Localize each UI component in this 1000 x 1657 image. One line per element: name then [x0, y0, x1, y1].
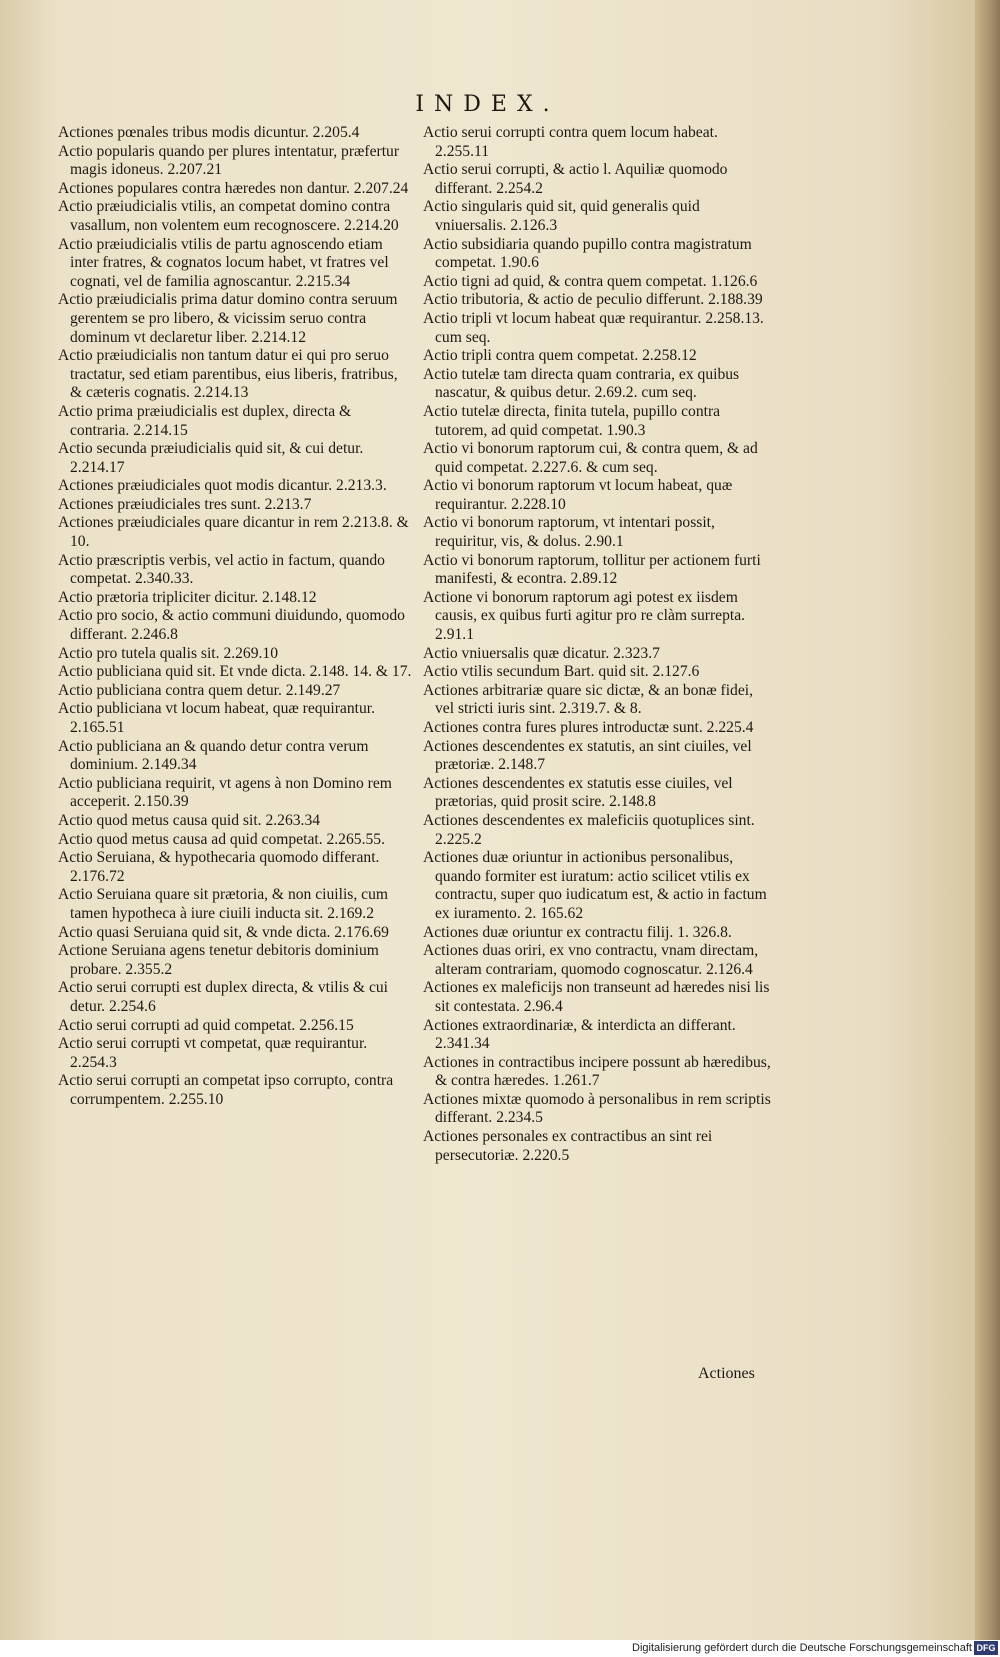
index-entry: Actio serui corrupti est duplex directa, & vtilis & cui detur. 2.254.6 [58, 979, 388, 1015]
index-entry: Actio popularis quando per plures intentatur, præfertur magis idoneus. 2.207.21 [58, 142, 400, 179]
index-entry: Actiones in contractibus incipere possunt ab hæredibus, & contra hæredes. 1.261.7 [423, 1053, 771, 1090]
dfg-logo-icon: DFG [974, 1641, 998, 1655]
index-entry: Actio tigni ad quid, & contra quem competat. 1.126.6 [423, 272, 758, 290]
index-entry: Actio pro tutela qualis sit. 2.269.10 [58, 644, 279, 662]
index-entry: Actio publiciana an & quando detur contra verum dominium. 2.149.34 [58, 737, 369, 774]
index-entry: Actiones præiudiciales quare dicantur in rem 2.213.8. & 10. [58, 514, 409, 551]
index-entry: Actio serui corrupti an competat ipso corrupto, contra corrumpentem. 2.255.10 [58, 1072, 394, 1108]
index-entry: Actio vi bonorum raptorum, vt intentari possit, requiritur, vis, & dolus. 2.90.1 [423, 514, 715, 551]
index-entry: Actio tutelæ tam directa quam contraria, ex quibus nascatur, & quibus detur. 2.69.2. cum seq. [423, 365, 740, 402]
index-entry: Actio singularis quid sit, quid generalis quid vniuersalis. 2.126.3 [423, 198, 700, 234]
index-entry: Actiones duæ oriuntur ex contractu filij. 1. 326.8. [423, 923, 732, 941]
index-entry: Actiones descendentes ex statutis, an sint ciuiles, vel prætoriæ. 2.148.7 [423, 737, 752, 774]
footer-text: Digitalisierung gefördert durch die Deutsche Forschungsgemeinschaft [632, 1642, 972, 1654]
index-entry: Actiones mixtæ quomodo à personalibus in rem scriptis differant. 2.234.5 [423, 1090, 771, 1127]
index-entry: Actio vi bonorum raptorum vt locum habeat, quæ requirantur. 2.228.10 [423, 477, 733, 513]
index-entry: Actio quod metus causa ad quid competat. 2.265.55. [58, 830, 385, 848]
index-entry: Actio tripli contra quem competat. 2.258.12 [423, 347, 697, 365]
right-index-column [423, 124, 775, 1165]
index-entry: Actiones descendentes ex maleficiis quotuplices sint. 2.225.2 [423, 811, 755, 848]
index-entry: Actio præiudicialis prima datur domino contra seruum gerentem se pro libero, & vicissim seruo contra dominum vt declaretur liber. 2.214.12 [58, 291, 398, 346]
index-entry: Actiones extraordinariæ, & interdicta an differant. 2.341.34 [423, 1016, 736, 1053]
catchword: Actiones [698, 1365, 755, 1382]
index-entry: Actio vniuersalis quæ dicatur. 2.323.7 [423, 644, 660, 662]
index-entry: Actio quasi Seruiana quid sit, & vnde dicta. 2.176.69 [58, 923, 389, 941]
index-entry: Actio tributoria, & actio de peculio differunt. 2.188.39 [423, 291, 763, 309]
index-entry: Actiones populares contra hæredes non dantur. 2.207.24 [58, 179, 409, 197]
index-entry: Actiones personales ex contractibus an sint rei persecutoriæ. 2.220.5 [423, 1128, 713, 1164]
index-entry: Actio tutelæ directa, finita tutela, pupillo contra tutorem, ad quid competat. 1.90.3 [423, 402, 721, 439]
index-entry: Actione vi bonorum raptorum agi potest ex iisdem causis, ex quibus furti agitur pro re clàm surrepta. 2.91.1 [423, 588, 746, 644]
index-entry: Actio quod metus causa quid sit. 2.263.34 [58, 811, 321, 829]
index-entry: Actio vtilis secundum Bart. quid sit. 2.127.6 [423, 663, 700, 681]
index-entry: Actio pro socio, & actio communi diuidundo, quomodo differant. 2.246.8 [58, 607, 405, 644]
index-entry: Actio serui corrupti ad quid competat. 2.256.15 [58, 1016, 354, 1034]
index-entry: Actio præiudicialis non tantum datur ei qui pro seruo tractatur, sed etiam parentibus, eius liberis, fratribus, & cæteris cognatis. 2.214.13 [58, 347, 398, 402]
index-entry: Actio prima præiudicialis est duplex, directa & contraria. 2.214.15 [58, 402, 352, 439]
index-entry: Actio subsidiaria quando pupillo contra magistratum competat. 1.90.6 [423, 235, 752, 272]
left-index-column [58, 124, 413, 1109]
index-entry: Actio Seruiana, & hypothecaria quomodo differant. 2.176.72 [58, 849, 380, 885]
page-title: INDEX. [415, 92, 560, 117]
page-edge [975, 0, 1000, 1640]
index-entry: Actio præiudicialis vtilis, an competat domino contra vasallum, non volentem eum recognoscere. 2.214.20 [58, 198, 399, 234]
index-entry: Actio publiciana vt locum habeat, quæ requirantur. 2.165.51 [58, 700, 375, 736]
index-entry: Actio secunda præiudicialis quid sit, & cui detur. 2.214.17 [58, 440, 364, 476]
index-entry: Actio Seruiana quare sit prætoria, & non ciuilis, cum tamen hypotheca à iure ciuili inducta sit. 2.169.2 [58, 886, 388, 922]
index-entry: Actiones præiudiciales quot modis dicantur. 2.213.3. [58, 477, 387, 495]
index-entry: Actio publiciana quid sit. Et vnde dicta. 2.148. 14. & 17. [58, 663, 412, 681]
index-entry: Actiones arbitrariæ quare sic dictæ, & an bonæ fidei, vel stricti iuris sint. 2.319.7. & 8. [423, 681, 753, 718]
index-entry: Actiones descendentes ex statutis esse ciuiles, vel prætorias, quid prosit scire. 2.148.8 [423, 774, 733, 811]
index-entry: Actio vi bonorum raptorum cui, & contra quem, & ad quid competat. 2.227.6. & cum seq. [423, 440, 758, 476]
index-entry: Actio serui corrupti vt competat, quæ requirantur. 2.254.3 [58, 1035, 368, 1071]
index-entry: Actio publiciana contra quem detur. 2.149.27 [58, 681, 341, 699]
index-entry: Actiones duæ oriuntur in actionibus personalibus, quando formiter est iuratum: actio scilicet vtilis ex contractu, super quo iudicatum est, & actio in factum ex iuramento. 2. 165.62 [423, 849, 767, 922]
index-entry: Actio serui corrupti, & actio l. Aquiliæ quomodo differant. 2.254.2 [423, 161, 728, 197]
index-entry: Actiones duas oriri, ex vno contractu, vnam directam, alteram contrariam, quomodo cognoscatur. 2.126.4 [423, 942, 759, 978]
index-entry: Actio serui corrupti contra quem locum habeat. 2.255.11 [423, 124, 718, 160]
index-entry: Actio prætoria tripliciter dicitur. 2.148.12 [58, 588, 317, 606]
index-entry: Actiones contra fures plures introductæ sunt. 2.225.4 [423, 719, 754, 736]
index-entry: Actione Seruiana agens tenetur debitoris dominium probare. 2.355.2 [58, 942, 379, 978]
index-entry: Actio publiciana requirit, vt agens à non Domino rem acceperit. 2.150.39 [58, 774, 392, 811]
index-entry: Actiones ex maleficijs non transeunt ad hæredes nisi lis sit contestata. 2.96.4 [423, 979, 770, 1015]
index-entry: Actiones præiudiciales tres sunt. 2.213.7 [58, 495, 312, 513]
index-entry: Actio tripli vt locum habeat quæ requirantur. 2.258.13. cum seq. [423, 309, 764, 346]
index-entry: Actio vi bonorum raptorum, tollitur per actionem furti manifesti, & econtra. 2.89.12 [423, 551, 761, 588]
index-entry: Actio præscriptis verbis, vel actio in factum, quando competat. 2.340.33. [58, 551, 385, 588]
digitization-footer [0, 1640, 1000, 1657]
index-entry: Actio præiudicialis vtilis de partu agnoscendo etiam inter fratres, & cognatos locum habet, vt fratres vel cognati, vel de familia agnoscantur. 2.215.34 [58, 235, 389, 290]
index-entry: Actiones pœnales tribus modis dicuntur. 2.205.4 [58, 124, 360, 141]
